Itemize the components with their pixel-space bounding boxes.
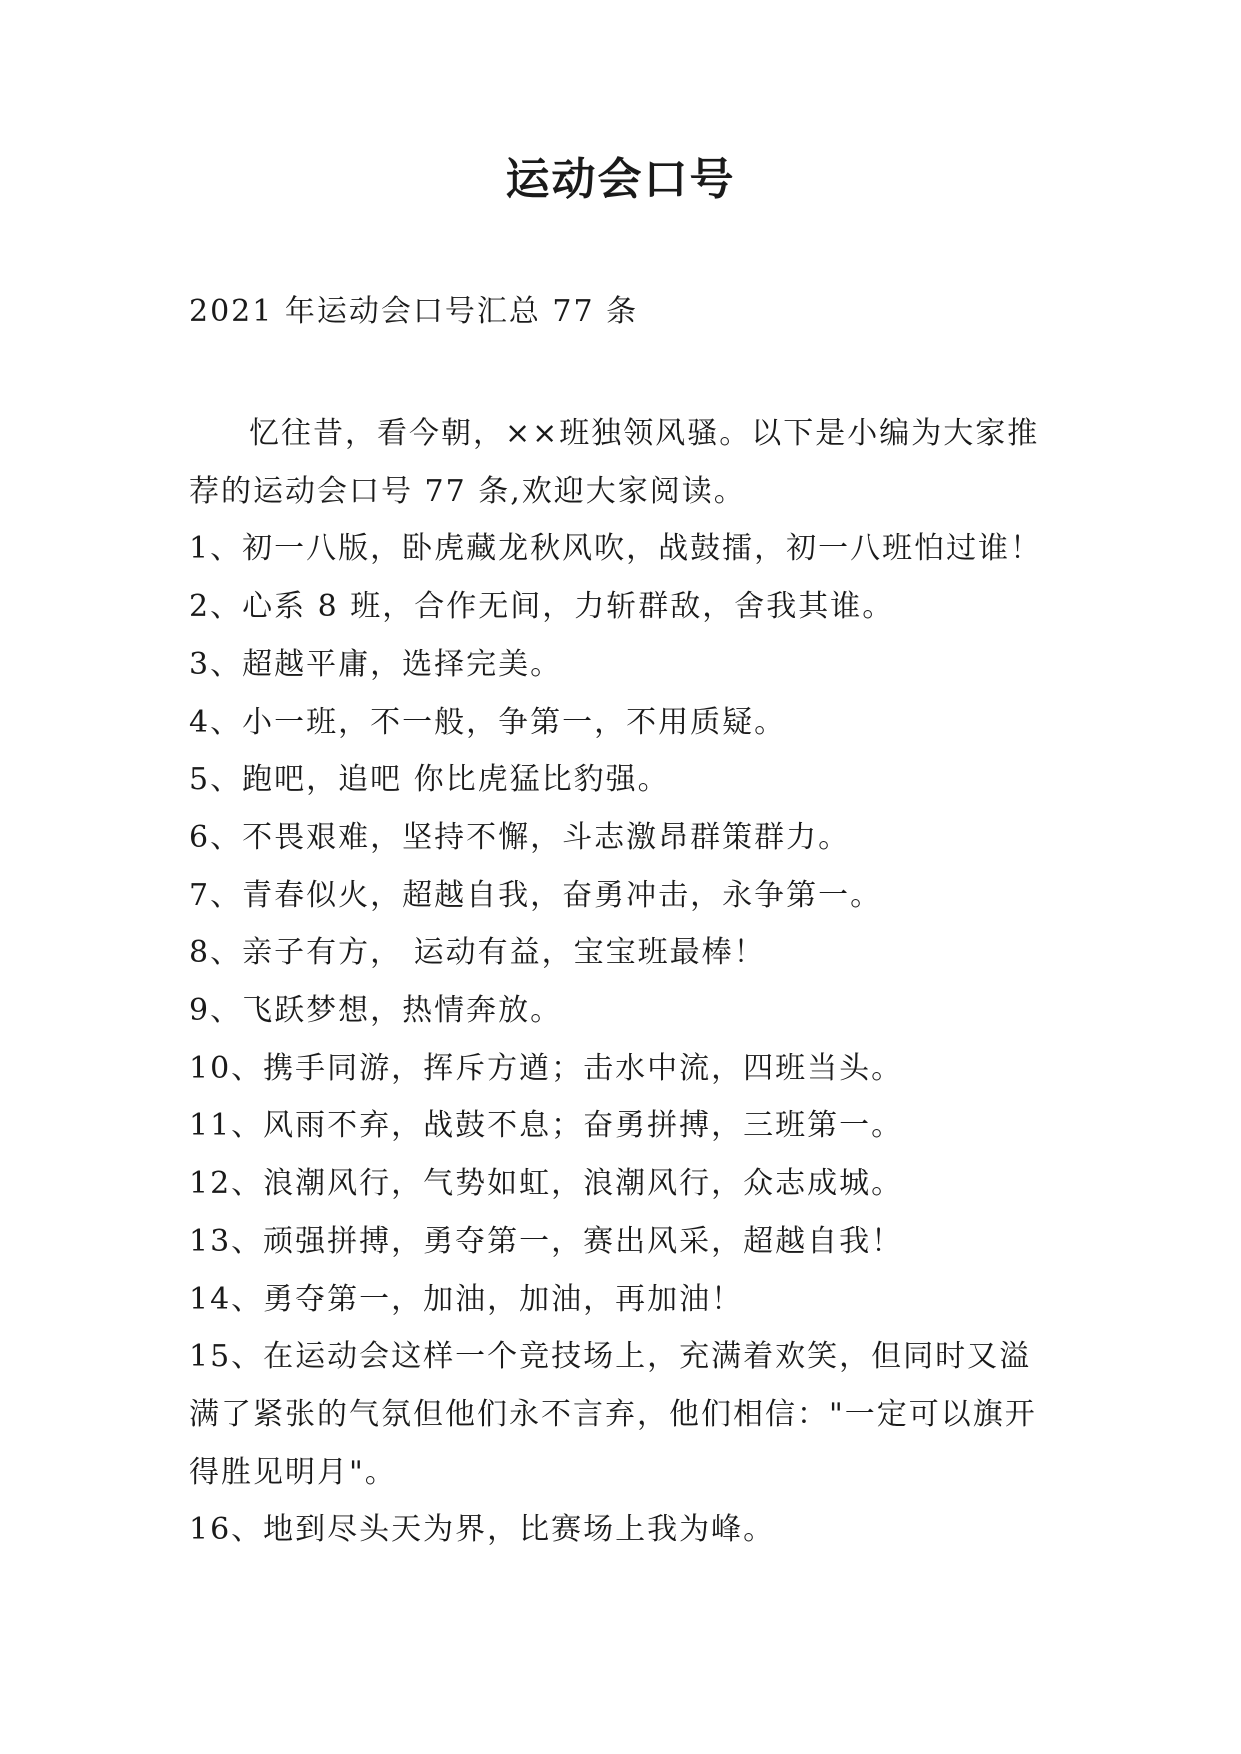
slogan-item: 2、心系 8 班，合作无间，力斩群敌，舍我其谁。 — [189, 589, 895, 625]
slogan-item: 10、携手同游，挥斥方遒；击水中流，四班当头。 — [189, 1050, 904, 1086]
slogan-item: 3、超越平庸，选择完美。 — [189, 646, 563, 682]
slogan-item: 1、初一八版，卧虎藏龙秋风吹，战鼓擂，初一八班怕过谁！ — [189, 531, 1043, 567]
slogan-item: 13、顽强拼搏，勇夺第一，赛出风采，超越自我！ — [189, 1223, 904, 1259]
slogan-item: 8、亲子有方， 运动有益，宝宝班最棒！ — [189, 935, 766, 971]
slogan-item: 15、在运动会这样一个竞技场上，充满着欢笑，但同时又溢满了紧张的气氛但他们永不言弃，他们相信："一定可以旗开得胜见明月"。 — [189, 1339, 1037, 1490]
slogan-item: 11、风雨不弃，战鼓不息；奋勇拼搏，三班第一。 — [189, 1108, 904, 1144]
document-subtitle: 2021 年运动会口号汇总 77 条 — [189, 294, 639, 329]
slogan-item: 7、青春似火，超越自我，奋勇冲击，永争第一。 — [189, 877, 883, 913]
slogan-item: 14、勇夺第一，加油，加油，再加油！ — [189, 1281, 744, 1317]
slogan-item: 4、小一班，不一般，争第一，不用质疑。 — [189, 704, 787, 740]
slogan-item: 12、浪潮风行，气势如虹，浪潮风行，众志成城。 — [189, 1166, 904, 1202]
slogan-item: 5、跑吧，追吧 你比虎猛比豹强。 — [189, 762, 670, 798]
document-title: 运动会口号 — [505, 154, 736, 205]
document-body — [189, 405, 1059, 1559]
slogan-item: 16、地到尽头天为界，比赛场上我为峰。 — [189, 1512, 776, 1548]
intro-paragraph: 忆往昔，看今朝，××班独领风骚。以下是小编为大家推荐的运动会口号 77 条,欢迎大家阅读。 — [189, 416, 1040, 509]
slogan-item: 6、不畏艰难，坚持不懈，斗志激昂群策群力。 — [189, 819, 851, 855]
slogan-item: 9、飞跃梦想，热情奔放。 — [189, 993, 563, 1029]
